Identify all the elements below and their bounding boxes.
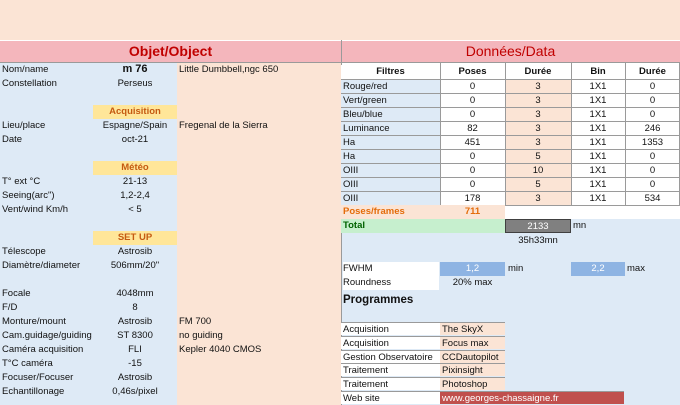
object-value: -15 — [128, 358, 142, 369]
grid-line — [341, 121, 680, 122]
grid-line — [571, 63, 572, 205]
data-cell: 1X1 — [571, 178, 625, 192]
data-cell: 0 — [440, 164, 505, 178]
filter-name: OIII — [341, 164, 440, 178]
object-extra — [179, 245, 341, 259]
data-cell: 3 — [505, 192, 571, 206]
object-label — [2, 273, 93, 287]
data-cell: 1353 — [625, 136, 680, 150]
object-value: oct-21 — [121, 134, 149, 145]
data-cell: 0 — [440, 178, 505, 192]
object-extra — [179, 259, 341, 273]
object-label — [2, 91, 93, 105]
section-meteo: Météo — [93, 161, 177, 175]
object-value: Perseus — [117, 78, 153, 89]
data-cell: 1X1 — [571, 108, 625, 122]
programme-task: Gestion Observatoire — [341, 350, 440, 363]
object-label — [2, 161, 93, 175]
poses-frames-label: Poses/frames — [341, 205, 440, 219]
object-value: Espagne/Spain — [102, 120, 168, 131]
object-label: Télescope — [2, 246, 46, 257]
data-cell: 451 — [440, 136, 505, 150]
object-value: 1,2-2,4 — [120, 190, 150, 201]
fwhm-min-label: min — [508, 263, 524, 274]
grid-line — [341, 93, 680, 94]
object-extra: Little Dumbbell,ngc 650 — [179, 64, 279, 75]
object-value: Astrosib — [117, 372, 153, 383]
object-value: 4048mm — [116, 288, 154, 299]
object-label — [2, 231, 93, 245]
fwhm-min-value: 1,2 — [440, 262, 505, 276]
programme-software: CCDautopilot — [440, 350, 505, 363]
object-value: FLI — [128, 344, 142, 355]
object-extra — [179, 133, 341, 147]
column-header: Poses — [440, 65, 505, 79]
total-unit: mn — [573, 220, 587, 231]
data-cell: 0 — [625, 164, 680, 178]
programme-software: The SkyX — [440, 322, 505, 335]
object-extra — [179, 105, 341, 119]
filter-name: Rouge/red — [341, 80, 440, 94]
object-extra — [179, 189, 341, 203]
grid-line — [440, 63, 441, 205]
object-label — [2, 217, 93, 231]
data-cell: 3 — [505, 136, 571, 150]
roundness-label: Roundness — [343, 276, 439, 290]
object-extra — [179, 147, 341, 161]
column-header: Bin — [571, 65, 625, 79]
data-header: Données/Data — [341, 41, 680, 62]
object-value: Astrosib — [117, 316, 153, 327]
column-header: Durée — [505, 65, 571, 79]
poses-frames-value: 711 — [440, 205, 505, 219]
total-value: 2133 — [505, 219, 571, 233]
grid-line — [341, 177, 680, 178]
object-label: T° ext °C — [2, 176, 41, 187]
fwhm-max-label: max — [627, 263, 645, 274]
object-extra — [179, 273, 341, 287]
filter-name: OIII — [341, 178, 440, 192]
data-cell: 0 — [625, 150, 680, 164]
filter-name: Vert/green — [341, 94, 440, 108]
data-cell: 10 — [505, 164, 571, 178]
object-value — [93, 217, 177, 231]
grid-line — [341, 135, 680, 136]
data-cell: 0 — [625, 178, 680, 192]
object-label: Cam.guidage/guiding — [2, 330, 92, 341]
data-cell: 3 — [505, 80, 571, 94]
object-extra: Fregenal de la Sierra — [179, 120, 268, 131]
data-cell: 5 — [505, 178, 571, 192]
object-label: Caméra acquisition — [2, 344, 84, 355]
object-extra — [179, 287, 341, 301]
object-value: 506mm/20" — [110, 260, 160, 271]
object-label: Focuser/Focuser — [2, 372, 74, 383]
programme-software: Photoshop — [440, 377, 505, 390]
object-value: 8 — [132, 302, 138, 313]
data-cell: 246 — [625, 122, 680, 136]
object-value — [93, 147, 177, 161]
object-label: Lieu/place — [2, 120, 46, 131]
programme-software: Focus max — [440, 336, 505, 349]
object-label: Nom/name — [2, 64, 49, 75]
object-value — [93, 91, 177, 105]
object-value — [93, 273, 177, 287]
programme-task: Web site — [341, 391, 440, 404]
object-label — [2, 105, 93, 119]
object-label: Monture/mount — [2, 316, 66, 327]
filter-name: Luminance — [341, 122, 440, 136]
object-header: Objet/Object — [0, 41, 341, 62]
fwhm-max-value: 2,2 — [571, 262, 625, 276]
filter-name: OIII — [341, 192, 440, 206]
object-extra — [179, 371, 341, 385]
object-extra — [179, 231, 341, 245]
data-cell: 3 — [505, 94, 571, 108]
object-label: Constellation — [2, 78, 57, 89]
data-cell: 3 — [505, 108, 571, 122]
object-extra — [179, 161, 341, 175]
object-label: Diamètre/diameter — [2, 260, 81, 271]
data-cell: 0 — [625, 80, 680, 94]
fwhm-label: FWHM — [343, 262, 439, 276]
grid-line — [341, 79, 680, 80]
programmes-title: Programmes — [343, 292, 439, 310]
object-extra — [179, 91, 341, 105]
object-value: 0,46s/pixel — [112, 386, 158, 397]
data-cell: 0 — [440, 150, 505, 164]
data-cell: 1X1 — [571, 80, 625, 94]
grid-line — [341, 107, 680, 108]
object-extra: no guiding — [179, 330, 223, 341]
data-cell: 3 — [505, 122, 571, 136]
object-label: F/D — [2, 302, 18, 313]
data-cell: 1X1 — [571, 192, 625, 206]
data-cell: 1X1 — [571, 164, 625, 178]
data-cell: 0 — [625, 94, 680, 108]
object-extra: FM 700 — [179, 316, 212, 327]
object-value: ST 8300 — [117, 330, 153, 341]
object-extra — [179, 77, 341, 91]
object-value: m 76 — [122, 63, 148, 75]
object-extra — [179, 217, 341, 231]
roundness-value: 20% max — [452, 277, 493, 288]
object-label: T°C caméra — [2, 358, 53, 369]
data-cell: 0 — [440, 94, 505, 108]
filter-name: Bleu/blue — [341, 108, 440, 122]
total-label: Total — [341, 219, 505, 233]
top-banner — [0, 0, 680, 40]
object-extra — [179, 385, 341, 399]
object-value: < 5 — [128, 204, 142, 215]
data-cell: 5 — [505, 150, 571, 164]
object-label: Echantillonage — [2, 386, 65, 397]
object-label: Vent/wind Km/h — [2, 204, 69, 215]
object-extra — [179, 301, 341, 315]
object-label: Date — [2, 134, 23, 145]
data-cell: 178 — [440, 192, 505, 206]
column-header: Durée — [625, 65, 680, 79]
object-extra — [179, 175, 341, 189]
divider — [0, 62, 680, 63]
section-acquisition: Acquisition — [93, 105, 177, 119]
object-label: Focale — [2, 288, 31, 299]
grid-line — [505, 63, 506, 205]
data-cell: 0 — [440, 108, 505, 122]
filter-name: Ha — [341, 136, 440, 150]
data-cell: 0 — [440, 80, 505, 94]
programme-software: Pixinsight — [440, 363, 505, 376]
data-cell: 0 — [625, 108, 680, 122]
object-extra — [179, 203, 341, 217]
data-cell: 1X1 — [571, 150, 625, 164]
grid-line — [341, 191, 680, 192]
data-cell: 1X1 — [571, 136, 625, 150]
grid-line — [341, 149, 680, 150]
column-header: Filtres — [341, 65, 440, 79]
object-value: Astrosib — [117, 246, 153, 257]
grid-line — [625, 63, 626, 205]
data-cell: 1X1 — [571, 94, 625, 108]
object-label — [2, 147, 93, 161]
section-setup: SET UP — [93, 231, 177, 245]
programme-task: Acquisition — [341, 322, 440, 335]
object-label: Seeing(arc") — [2, 190, 55, 201]
grid-line — [341, 163, 680, 164]
website-link[interactable]: www.georges-chassaigne.fr — [440, 391, 624, 404]
object-value: 21-13 — [122, 176, 148, 187]
data-cell: 1X1 — [571, 122, 625, 136]
programme-task: Traitement — [341, 377, 440, 390]
filter-name: Ha — [341, 150, 440, 164]
programme-task: Traitement — [341, 363, 440, 376]
total-hm: 35h33mn — [518, 235, 558, 246]
programme-task: Acquisition — [341, 336, 440, 349]
object-extra — [179, 357, 341, 371]
object-extra: Kepler 4040 CMOS — [179, 344, 262, 355]
data-cell: 82 — [440, 122, 505, 136]
data-cell: 534 — [625, 192, 680, 206]
